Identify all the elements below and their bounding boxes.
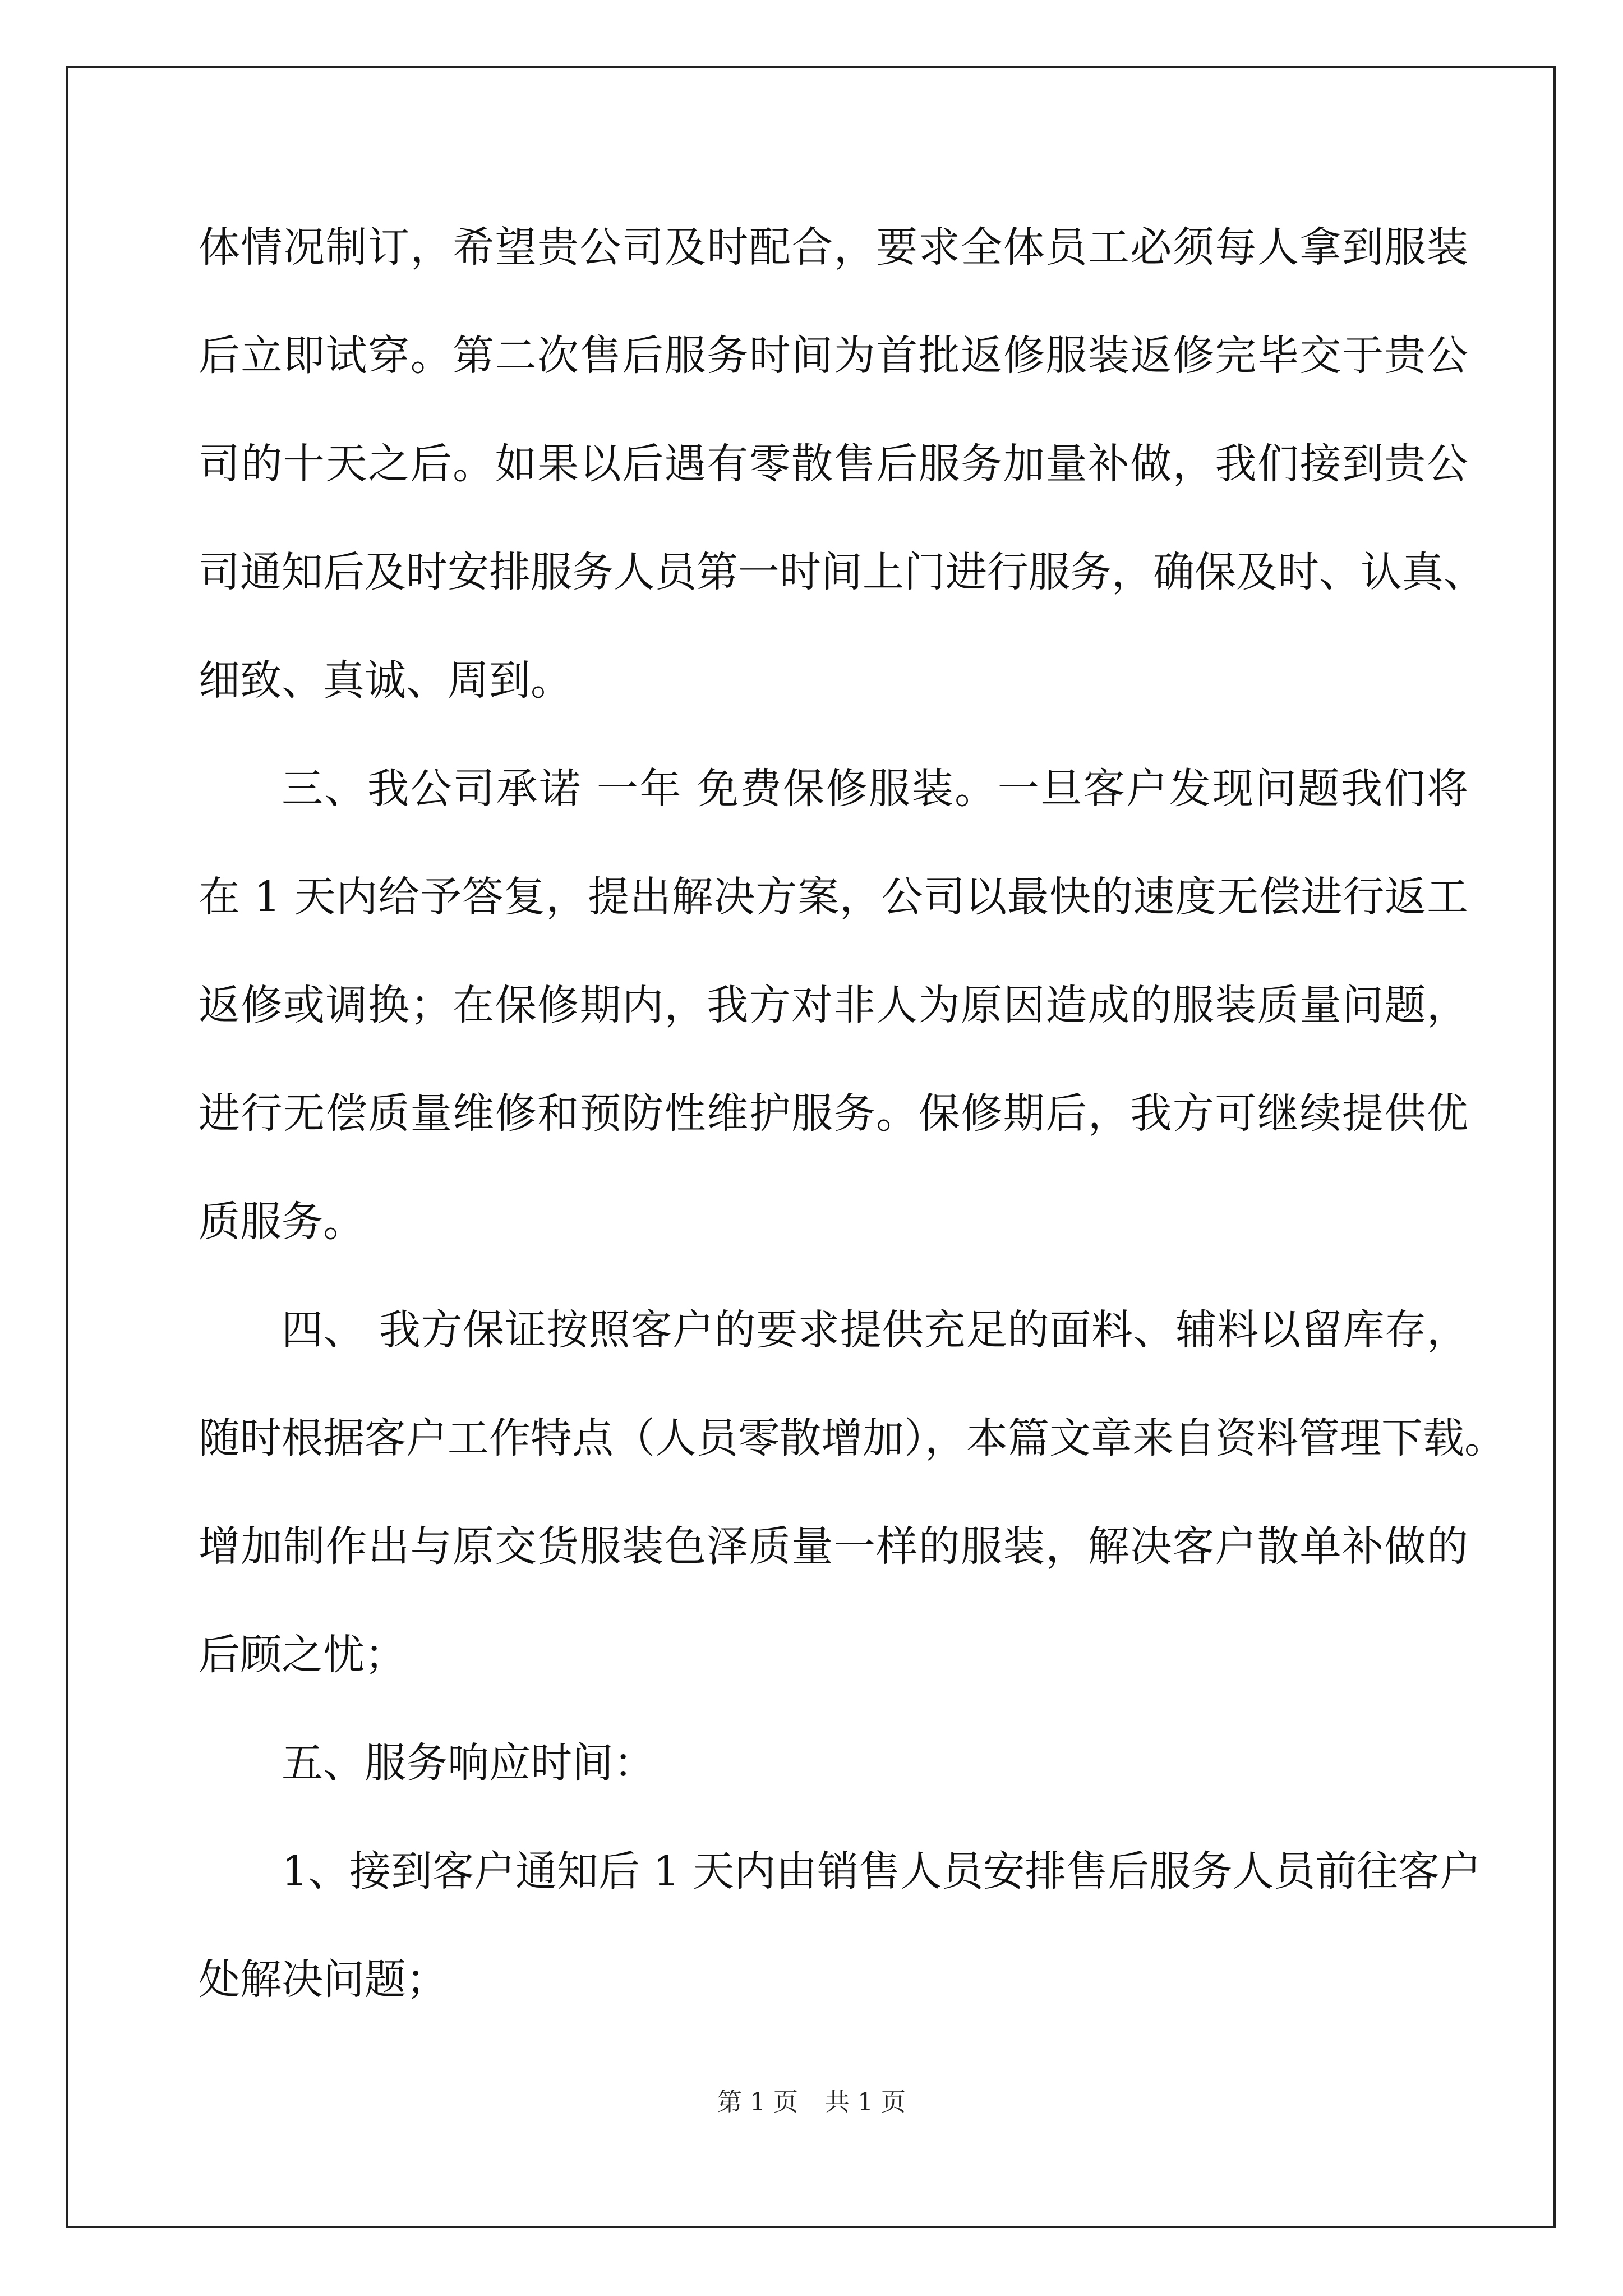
text-line: 返修或调换；在保修期内，我方对非人为原因造成的服装质量问题，	[199, 981, 1468, 1029]
document-body	[199, 194, 1506, 2034]
text-line: 后顾之忧；	[199, 1631, 406, 1679]
page-number: 第 1 页	[717, 2088, 798, 2116]
text-line: 处解决问题；	[199, 1955, 448, 2004]
text-line: 在 1 天内给予答复，提出解决方案，公司以最快的速度无偿进行返工	[199, 873, 1468, 921]
page-total: 共 1 页	[825, 2088, 906, 2116]
text-line: 进行无偿质量维修和预防性维护服务。保修期后，我方可继续提供优	[199, 1089, 1468, 1138]
text-line: 司的十天之后。如果以后遇有零散售后服务加量补做，我们接到贵公	[199, 440, 1468, 488]
text-line: 增加制作出与原交货服装色泽质量一样的服装，解决客户散单补做的	[199, 1522, 1468, 1571]
text-line: 质服务。	[199, 1198, 365, 1246]
text-line: 细致、真诚、周到。	[199, 656, 572, 705]
page-footer	[0, 2082, 1623, 2118]
section-three-heading: 三、我公司承诺 一年 免费保修服装。一旦客户发现问题我们将	[282, 765, 1468, 813]
text-line: 随时根据客户工作特点（人员零散增加），本篇文章来自资料管理下载。	[199, 1414, 1506, 1462]
text-line: 体情况制订，希望贵公司及时配合，要求全体员工必须每人拿到服装	[199, 223, 1468, 272]
section-five-heading: 五、服务响应时间：	[282, 1739, 655, 1787]
text-line: 后立即试穿。第二次售后服务时间为首批返修服装返修完毕交于贵公	[199, 332, 1468, 380]
list-item-1: 1、接到客户通知后 1 天内由销售人员安排售后服务人员前往客户	[282, 1847, 1482, 1895]
section-four-heading: 四、 我方保证按照客户的要求提供充足的面料、辅料以留库存，	[282, 1306, 1468, 1354]
text-line: 司通知后及时安排服务人员第一时间上门进行服务，确保及时、认真、	[199, 548, 1485, 596]
